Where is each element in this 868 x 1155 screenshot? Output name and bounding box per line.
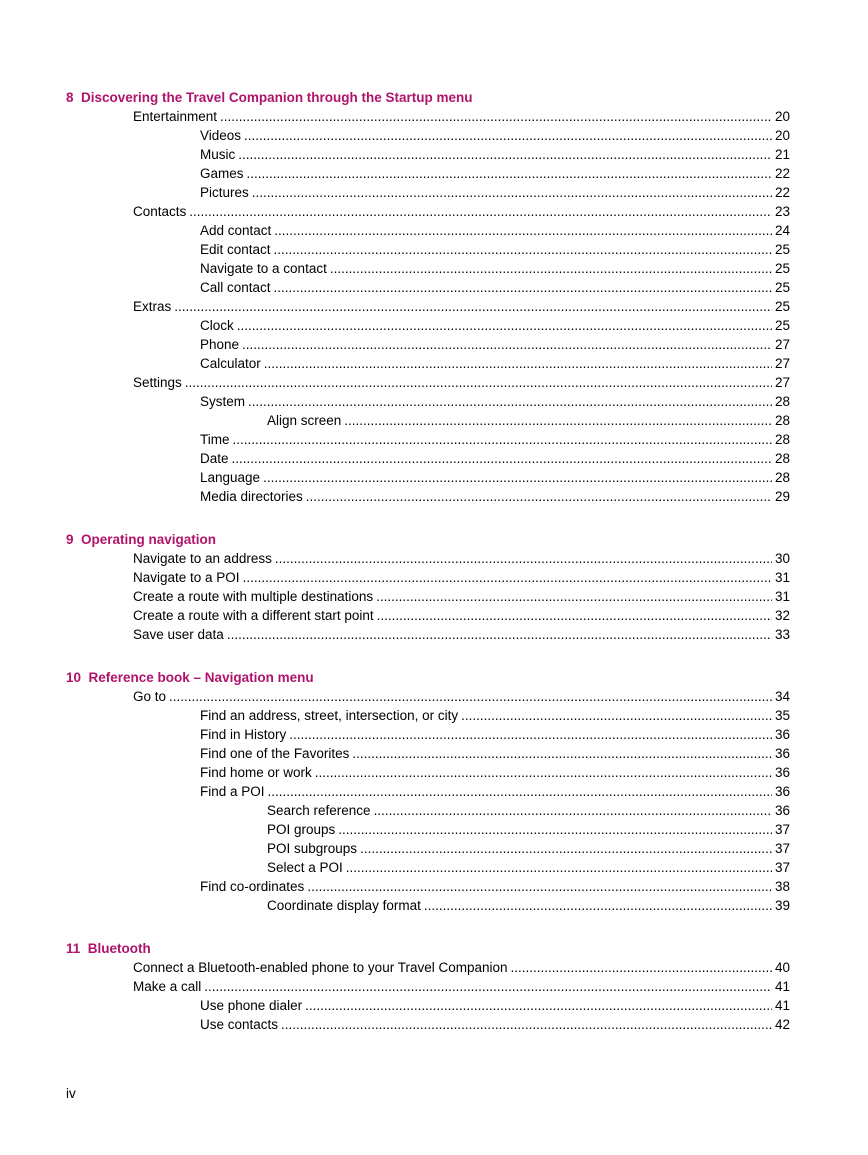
toc-entry[interactable]	[66, 202, 790, 221]
toc-entry-label: Align screen	[267, 413, 342, 428]
dot-leader	[204, 977, 772, 996]
dot-leader	[237, 316, 772, 335]
toc-entry[interactable]	[66, 958, 790, 977]
toc-entry[interactable]	[66, 430, 790, 449]
dot-leader	[376, 587, 772, 606]
toc-entry-label: Use phone dialer	[200, 998, 303, 1013]
toc-entry-page-number: 25	[774, 280, 790, 295]
toc-entry-label: Coordinate display format	[267, 898, 421, 913]
toc-entry-label: Add contact	[200, 223, 272, 238]
toc-entry[interactable]	[66, 183, 790, 202]
chapter-section	[66, 939, 790, 1034]
toc-entry-page-number: 23	[774, 204, 790, 219]
toc-entry-label: Contacts	[133, 204, 187, 219]
dot-leader	[268, 782, 772, 801]
toc-entry[interactable]	[66, 316, 790, 335]
dot-leader	[315, 763, 772, 782]
toc-entry[interactable]	[66, 487, 790, 506]
chapter-title[interactable]: 8 Discovering the Travel Companion through the Startup menu	[66, 90, 473, 105]
toc-entry-page-number: 29	[774, 489, 790, 504]
dot-leader	[360, 839, 772, 858]
toc-entry-page-number: 40	[774, 960, 790, 975]
toc-entry[interactable]	[66, 587, 790, 606]
toc-entry[interactable]	[66, 392, 790, 411]
dot-leader	[338, 820, 772, 839]
toc-entry[interactable]	[66, 706, 790, 725]
toc-entry-label: Make a call	[133, 979, 202, 994]
dot-leader	[346, 858, 772, 877]
dot-leader	[232, 449, 772, 468]
dot-leader	[242, 335, 772, 354]
dot-leader	[374, 801, 772, 820]
toc-entry-page-number: 37	[774, 841, 790, 856]
toc-entry[interactable]	[66, 801, 790, 820]
toc-entry-page-number: 22	[774, 166, 790, 181]
toc-entry-page-number: 33	[774, 627, 790, 642]
dot-leader	[305, 996, 772, 1015]
dot-leader	[289, 725, 772, 744]
dot-leader	[424, 896, 772, 915]
toc-entry[interactable]	[66, 126, 790, 145]
chapter-title[interactable]: 10 Reference book – Navigation menu	[66, 670, 314, 685]
toc-entry-page-number: 22	[774, 185, 790, 200]
dot-leader	[352, 744, 772, 763]
toc-entry-page-number: 37	[774, 822, 790, 837]
toc-entry[interactable]	[66, 820, 790, 839]
toc-entry-page-number: 27	[774, 356, 790, 371]
dot-leader	[244, 126, 772, 145]
dot-leader	[227, 625, 772, 644]
toc-entry-label: Clock	[200, 318, 234, 333]
toc-entry-label: Go to	[133, 689, 167, 704]
toc-entry-label: Date	[200, 451, 229, 466]
toc-entry[interactable]	[66, 373, 790, 392]
toc-entry-label: Time	[200, 432, 230, 447]
toc-entry-label: Find in History	[200, 727, 287, 742]
toc-entry-page-number: 27	[774, 375, 790, 390]
toc-entry-page-number: 35	[774, 708, 790, 723]
toc-entry[interactable]	[66, 568, 790, 587]
dot-leader	[461, 706, 772, 725]
toc-entry-label: POI groups	[267, 822, 336, 837]
toc-entry-label: Navigate to a contact	[200, 261, 327, 276]
toc-entry-page-number: 37	[774, 860, 790, 875]
toc-entry[interactable]	[66, 839, 790, 858]
toc-entry-label: Pictures	[200, 185, 249, 200]
toc-entry-page-number: 42	[774, 1017, 790, 1032]
dot-leader	[233, 430, 772, 449]
toc-entry-page-number: 38	[774, 879, 790, 894]
toc-entry-page-number: 20	[774, 109, 790, 124]
toc-entry[interactable]	[66, 411, 790, 430]
toc-entry-label: Navigate to an address	[133, 551, 272, 566]
dot-leader	[247, 164, 772, 183]
table-of-contents	[66, 88, 790, 1058]
toc-entry-page-number: 41	[774, 998, 790, 1013]
dot-leader	[174, 297, 772, 316]
dot-leader	[275, 549, 772, 568]
toc-entry-page-number: 36	[774, 803, 790, 818]
toc-entry-label: Save user data	[133, 627, 224, 642]
toc-entry-label: Select a POI	[267, 860, 343, 875]
page-number: iv	[66, 1086, 76, 1101]
dot-leader	[274, 278, 772, 297]
toc-entry-page-number: 20	[774, 128, 790, 143]
toc-entry-page-number: 30	[774, 551, 790, 566]
toc-entry[interactable]	[66, 858, 790, 877]
toc-entry[interactable]	[66, 449, 790, 468]
toc-entry[interactable]	[66, 278, 790, 297]
toc-entry-label: Create a route with a different start point	[133, 608, 374, 623]
toc-entry[interactable]	[66, 625, 790, 644]
toc-entry[interactable]	[66, 240, 790, 259]
toc-entry-label: System	[200, 394, 246, 409]
toc-entry-label: Find co-ordinates	[200, 879, 305, 894]
toc-entry-page-number: 36	[774, 746, 790, 761]
toc-entry-label: Media directories	[200, 489, 303, 504]
dot-leader	[274, 240, 772, 259]
toc-entry-label: Phone	[200, 337, 240, 352]
toc-entry-page-number: 31	[774, 570, 790, 585]
dot-leader	[243, 568, 772, 587]
toc-entry[interactable]	[66, 107, 790, 126]
dot-leader	[248, 392, 772, 411]
toc-entry-label: Entertainment	[133, 109, 218, 124]
toc-entry-label: Extras	[133, 299, 172, 314]
toc-entry[interactable]	[66, 297, 790, 316]
toc-entry-label: Find an address, street, intersection, or city	[200, 708, 459, 723]
toc-entry-page-number: 27	[774, 337, 790, 352]
toc-entry-label: Settings	[133, 375, 182, 390]
toc-entry-label: Calculator	[200, 356, 261, 371]
toc-entry[interactable]	[66, 725, 790, 744]
toc-entry-label: Games	[200, 166, 244, 181]
dot-leader	[263, 468, 772, 487]
toc-entry[interactable]	[66, 468, 790, 487]
toc-entry[interactable]	[66, 877, 790, 896]
toc-entry-page-number: 28	[774, 432, 790, 447]
dot-leader	[306, 487, 772, 506]
toc-entry[interactable]	[66, 164, 790, 183]
toc-entry[interactable]	[66, 896, 790, 915]
dot-leader	[274, 221, 772, 240]
chapter-section	[66, 668, 790, 915]
chapter-title[interactable]: 9 Operating navigation	[66, 532, 217, 547]
toc-entry-page-number: 24	[774, 223, 790, 238]
toc-entry[interactable]	[66, 977, 790, 996]
toc-entry[interactable]	[66, 1015, 790, 1034]
toc-entry[interactable]	[66, 549, 790, 568]
toc-entry-page-number: 39	[774, 898, 790, 913]
dot-leader	[344, 411, 772, 430]
toc-entry[interactable]	[66, 354, 790, 373]
toc-entry[interactable]	[66, 744, 790, 763]
toc-entry[interactable]	[66, 782, 790, 801]
toc-entry-page-number: 34	[774, 689, 790, 704]
toc-entry-page-number: 25	[774, 318, 790, 333]
toc-entry-page-number: 32	[774, 608, 790, 623]
dot-leader	[511, 958, 772, 977]
toc-entry-page-number: 25	[774, 299, 790, 314]
toc-entry-label: Create a route with multiple destinations	[133, 589, 374, 604]
dot-leader	[377, 606, 772, 625]
toc-entry-page-number: 36	[774, 727, 790, 742]
toc-entry[interactable]	[66, 221, 790, 240]
toc-entry-label: Call contact	[200, 280, 271, 295]
toc-entry-page-number: 28	[774, 413, 790, 428]
dot-leader	[169, 687, 772, 706]
dot-leader	[220, 107, 772, 126]
dot-leader	[238, 145, 772, 164]
toc-entry-label: Find one of the Favorites	[200, 746, 350, 761]
toc-entry-label: Language	[200, 470, 261, 485]
chapter-section	[66, 530, 790, 644]
toc-entry[interactable]	[66, 687, 790, 706]
toc-entry-label: POI subgroups	[267, 841, 358, 856]
toc-entry-page-number: 36	[774, 784, 790, 799]
toc-entry[interactable]	[66, 996, 790, 1015]
dot-leader	[281, 1015, 772, 1034]
toc-entry[interactable]	[66, 259, 790, 278]
dot-leader	[330, 259, 772, 278]
dot-leader	[307, 877, 772, 896]
toc-entry-page-number: 41	[774, 979, 790, 994]
dot-leader	[264, 354, 772, 373]
dot-leader	[185, 373, 772, 392]
toc-entry-page-number: 28	[774, 394, 790, 409]
toc-entry-label: Videos	[200, 128, 242, 143]
toc-entry-page-number: 25	[774, 242, 790, 257]
toc-entry-label: Find home or work	[200, 765, 312, 780]
toc-entry[interactable]	[66, 606, 790, 625]
toc-entry-label: Use contacts	[200, 1017, 279, 1032]
toc-entry-label: Navigate to a POI	[133, 570, 240, 585]
toc-entry[interactable]	[66, 145, 790, 164]
toc-entry-page-number: 36	[774, 765, 790, 780]
toc-entry-page-number: 28	[774, 451, 790, 466]
toc-entry-label: Edit contact	[200, 242, 271, 257]
toc-entry[interactable]	[66, 763, 790, 782]
toc-entry[interactable]	[66, 335, 790, 354]
chapter-section	[66, 88, 790, 506]
chapter-title[interactable]: 11 Bluetooth	[66, 941, 151, 956]
toc-entry-page-number: 25	[774, 261, 790, 276]
toc-entry-page-number: 31	[774, 589, 790, 604]
toc-entry-page-number: 21	[774, 147, 790, 162]
dot-leader	[252, 183, 772, 202]
toc-entry-label: Connect a Bluetooth-enabled phone to your Travel Companion	[133, 960, 508, 975]
toc-entry-page-number: 28	[774, 470, 790, 485]
toc-entry-label: Find a POI	[200, 784, 265, 799]
dot-leader	[189, 202, 772, 221]
toc-entry-label: Search reference	[267, 803, 371, 818]
toc-entry-label: Music	[200, 147, 236, 162]
